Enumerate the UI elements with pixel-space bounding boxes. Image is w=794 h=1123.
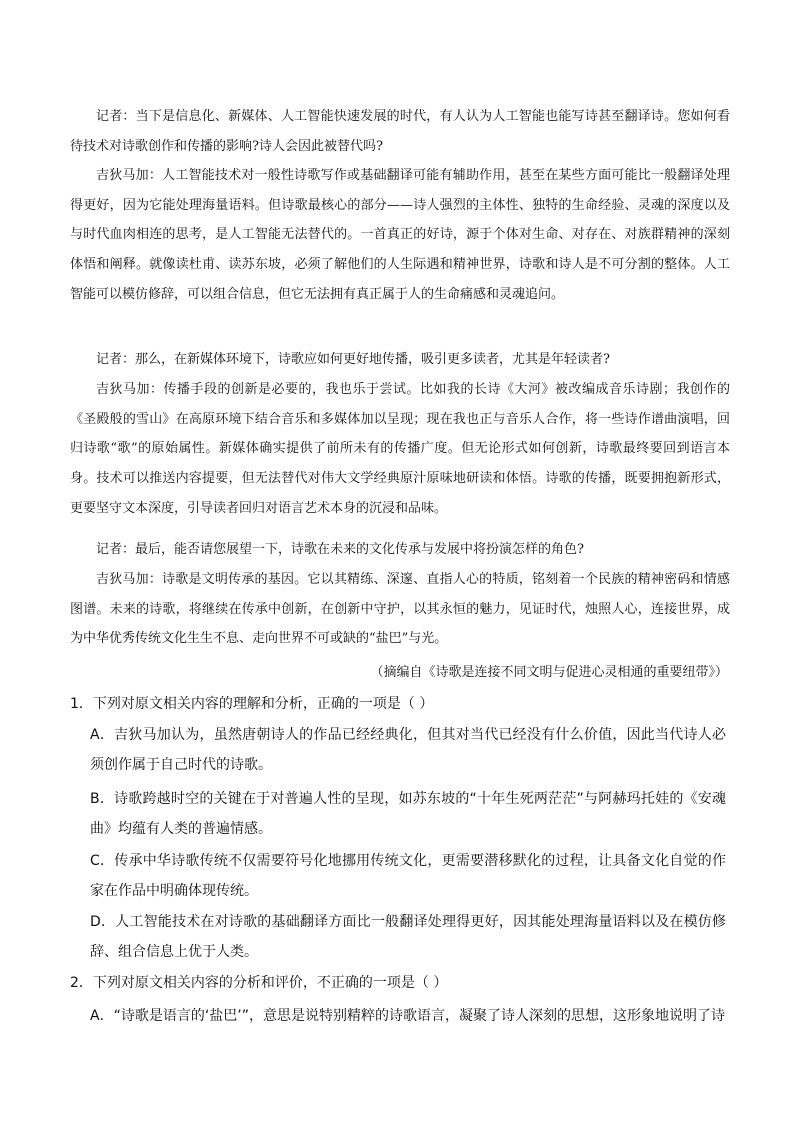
question-2: 2．下列对原文相关内容的分析和评价，不正确的一项是（ ） xyxy=(70,975,448,991)
interview-answer-2: 吉狄马加：传播手段的创新是必要的，我也乐于尝试。比如我的长诗《大河》被改编成音乐诗剧；我创作的《圣殿般的雪山》在高原环境下结合音乐和多媒体加以呈现；现在我也正与音乐人合作，将一些诗作谱曲演唱，回归诗歌“歌”的原始属性。新媒体确实提供了前所未有的传播广度。但无论形式如何创新，诗歌最终要回到语言本身。技术可以推送内容提要，但无法替代对伟大文学经典原汁原味地研读和体悟。诗歌的传播，既要拥抱新形式，更要坚守文本深度，引导读者回归对语言艺术本身的沉浸和品味。 xyxy=(70,382,730,516)
question-1-option-d: D．人工智能技术在对诗歌的基础翻译方面比一般翻译处理得更好，因其能处理海量语料以及在模仿修辞、组合信息上优于人类。 xyxy=(90,914,726,960)
interview-answer-3: 吉狄马加：诗歌是文明传承的基因。它以其精练、深邃、直指人心的特质，铭刻着一个民族的精神密码和情感图谱。未来的诗歌，将继续在传承中创新，在创新中守护，以其永恒的魅力，见证时代，烛照人心，连接世界，成为中华优秀传统文化生生不息、走向世界不可或缺的“盐巴”与光。 xyxy=(70,572,730,647)
interview-question-3: 记者：最后，能否请您展望一下，诗歌在未来的文化传承与发展中将扮演怎样的角色? xyxy=(96,542,584,557)
interview-question-2: 记者：那么，在新媒体环境下，诗歌应如何更好地传播，吸引更多读者，尤其是年轻读者? xyxy=(96,352,610,367)
article-source: （摘编自《诗歌是连接不同文明与促进心灵相通的重要纽带》） xyxy=(370,665,728,680)
question-2-option-a: A．“诗歌是语言的‘盐巴’”，意思是说特别精粹的诗歌语言，凝聚了诗人深刻的思想，这形象地说明了诗 xyxy=(90,1008,725,1024)
question-1-option-c: C．传承中华诗歌传统不仅需要符号化地挪用传统文化，更需要潜移默化的过程，让具备文化自觉的作家在作品中明确体现传统。 xyxy=(90,853,726,899)
interview-answer-1: 吉狄马加：人工智能技术对一般性诗歌写作或基础翻译可能有辅助作用，甚至在某些方面可能比一般翻译处理得更好，因为它能处理海量语料。但诗歌最核心的部分——诗人强烈的主体性、独特的生命经验、灵魂的深度以及与时代血肉相连的思考，是人工智能无法替代的。一首真正的好诗，源于个体对生命、对存在、对族群精神的深刻体悟和阐释。就像读杜甫、读苏东坡，必须了解他们的人生际遇和精神世界，诗歌和诗人是不可分割的整体。人工智能可以模仿修辞，可以组合信息，但它无法拥有真正属于人的生命痛感和灵魂追问。 xyxy=(70,168,730,302)
interview-question-1: 记者：当下是信息化、新媒体、人工智能快速发展的时代，有人认为人工智能也能写诗甚至翻译诗。您如何看待技术对诗歌创作和传播的影响?诗人会因此被替代吗? xyxy=(70,109,730,154)
question-1-option-b: B．诗歌跨越时空的关键在于对普遍人性的呈现，如苏东坡的“十年生死两茫茫”与阿赫玛托娃的《安魂曲》均蕴有人类的普遍情感。 xyxy=(90,791,726,837)
question-1: 1．下列对原文相关内容的理解和分析，正确的一项是（ ） xyxy=(70,696,434,712)
question-1-option-a: A．吉狄马加认为，虽然唐朝诗人的作品已经经典化，但其对当代已经没有什么价值，因此当代诗人必须创作属于自己时代的诗歌。 xyxy=(90,727,726,773)
